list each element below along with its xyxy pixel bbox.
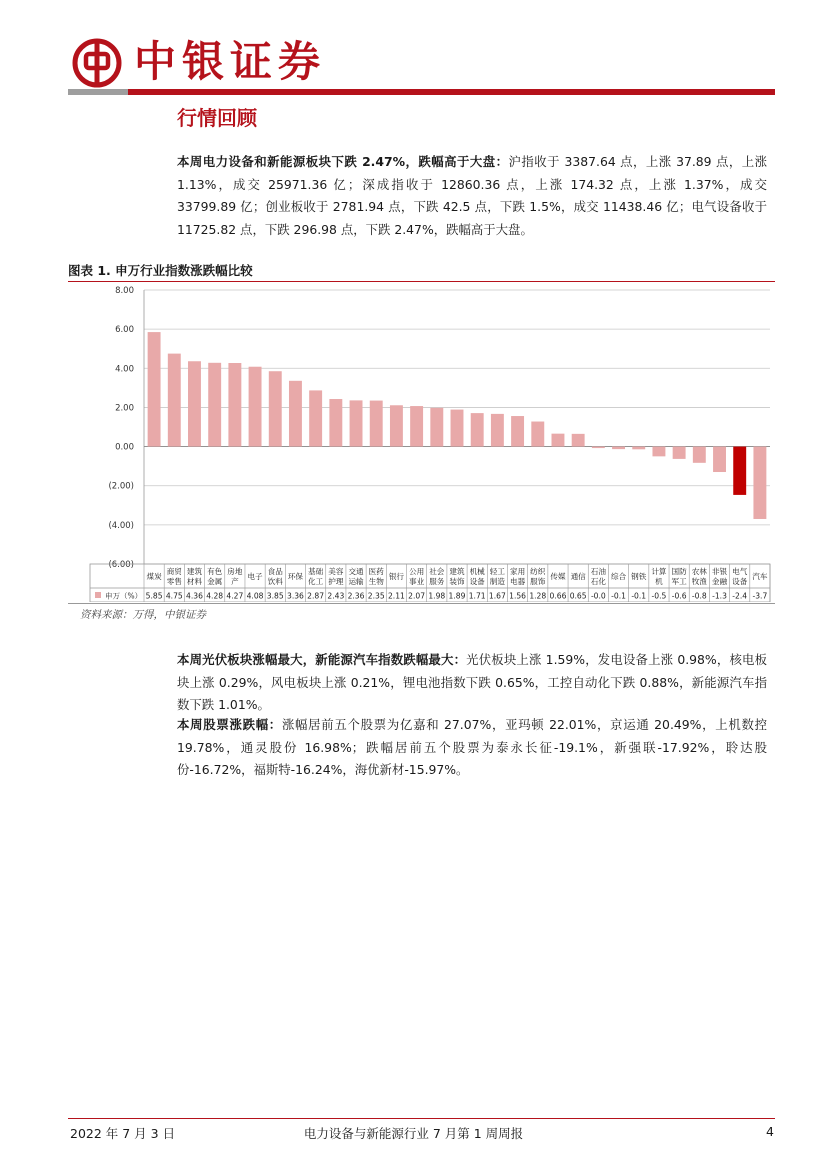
x-category-label: 社会服务: [429, 567, 445, 586]
data-value-label: 4.36: [186, 591, 203, 601]
paragraph-body: 光伏板块上涨 1.59%，发电设备上涨 0.98%，核电板块上涨 0.29%，风电板块上涨 0.21%，锂电池指数下跌 0.65%，工控自动化下跌 0.88%，新能源汽车指数下跌 1.01%。: [177, 652, 767, 712]
bar: [289, 381, 302, 447]
bank-of-china-logo-icon: [72, 38, 122, 88]
footer-rule: [68, 1118, 775, 1119]
page-number: 4: [766, 1124, 774, 1139]
x-category-label: 农林牧渔: [691, 567, 707, 586]
data-value-label: 4.75: [165, 591, 183, 601]
y-tick-label: 8.00: [115, 286, 134, 296]
data-value-label: 1.71: [468, 591, 486, 601]
data-value-label: 5.85: [145, 591, 163, 601]
x-category-label: 非银金融: [711, 567, 728, 586]
data-value-label: -0.1: [631, 591, 647, 601]
y-tick-label: 6.00: [115, 325, 134, 336]
x-category-label: 轻工制造: [489, 567, 505, 586]
x-category-label: 基础化工: [308, 567, 324, 586]
paragraph-lead: 本周电力设备和新能源板块下跌 2.47%，跌幅高于大盘：: [177, 154, 509, 169]
data-value-label: 2.07: [408, 591, 426, 601]
y-tick-label: 2.00: [115, 403, 134, 414]
x-category-label: 有色金属: [207, 567, 223, 586]
y-tick-label: 4.00: [115, 364, 134, 375]
bar: [228, 363, 241, 447]
data-value-label: 2.36: [347, 591, 365, 601]
data-value-label: 2.35: [367, 591, 385, 601]
bar: [632, 447, 645, 450]
data-value-label: 4.08: [246, 591, 264, 601]
bar: [471, 413, 484, 446]
data-value-label: -1.3: [712, 591, 727, 601]
brand-name: 中银证券: [134, 37, 327, 86]
bar: [269, 371, 282, 446]
data-value-label: 2.11: [387, 591, 405, 601]
bar: [350, 400, 363, 446]
x-category-label: 公用事业: [409, 567, 425, 586]
bar: [390, 405, 403, 446]
bar: [249, 367, 262, 447]
header-rule-accent: [68, 89, 128, 95]
y-tick-label: (2.00): [108, 481, 134, 492]
bar: [208, 363, 221, 447]
y-tick-label: (4.00): [108, 520, 134, 531]
data-value-label: -3.7: [752, 591, 768, 601]
data-value-label: 1.89: [448, 591, 466, 601]
data-value-label: 4.28: [206, 591, 224, 601]
x-category-label: 机械设备: [469, 567, 485, 586]
bar: [168, 354, 181, 447]
x-category-label: 电气设备: [732, 567, 748, 586]
x-category-label: 交通运输: [348, 567, 364, 586]
figure-source: 资料来源：万得，中银证券: [80, 609, 206, 621]
bar: [592, 447, 605, 449]
paragraph-stock-movers: [177, 714, 767, 782]
x-category-label: 通信: [570, 572, 586, 581]
source-rule: [68, 603, 775, 604]
x-category-label: 国防军工: [671, 567, 687, 586]
header-rule: [68, 89, 775, 95]
data-value-label: 1.28: [529, 591, 547, 601]
x-category-label: 计算机: [651, 567, 667, 586]
figure-title: 图表 1. 申万行业指数涨跌幅比较: [68, 263, 253, 278]
paragraph-sector-performance: [177, 649, 767, 717]
data-value-label: -0.1: [611, 591, 626, 601]
bar: [612, 447, 625, 450]
data-value-label: 2.43: [327, 591, 345, 601]
data-value-label: 4.27: [226, 591, 244, 601]
bar: [531, 422, 544, 447]
x-category-label: 石油石化: [590, 567, 606, 586]
data-value-label: 1.98: [428, 591, 446, 601]
bar: [572, 434, 585, 447]
data-value-label: 0.65: [569, 591, 587, 601]
bar: [451, 410, 464, 447]
data-value-label: 3.36: [286, 591, 304, 601]
x-category-label: 煤炭: [146, 572, 162, 581]
legend-swatch: [95, 592, 101, 598]
x-category-label: 房地产: [227, 567, 243, 586]
bar: [733, 447, 746, 495]
x-category-label: 银行: [388, 572, 405, 581]
x-category-label: 食品饮料: [267, 567, 283, 586]
paragraph-market-summary: [177, 151, 767, 241]
x-category-label: 传媒: [550, 572, 566, 581]
data-value-label: 1.56: [509, 591, 527, 601]
x-category-label: 家用电器: [509, 567, 526, 586]
bar: [148, 332, 161, 446]
bar: [430, 408, 443, 447]
bar: [309, 390, 322, 446]
y-tick-label: (6.00): [108, 560, 134, 570]
bar: [188, 361, 201, 446]
bar: [511, 416, 524, 447]
bar: [329, 399, 342, 447]
x-category-label: 纺织服饰: [530, 567, 546, 586]
x-category-label: 医药生物: [368, 567, 384, 586]
data-value-label: -0.0: [590, 591, 606, 601]
data-value-label: 0.66: [549, 591, 567, 601]
x-category-label: 商贸零售: [166, 567, 182, 586]
data-value-label: 1.67: [488, 591, 506, 601]
x-category-label: 综合: [610, 572, 627, 581]
x-category-label: 美容护理: [328, 567, 344, 586]
bar: [713, 447, 726, 472]
chart-bars: [148, 332, 767, 519]
bar: [370, 401, 383, 447]
bar: [491, 414, 504, 447]
bar: [410, 406, 423, 447]
data-value-label: -0.6: [671, 591, 687, 601]
chart-y-ticks: [108, 286, 134, 570]
bar: [753, 447, 766, 519]
x-category-label: 汽车: [752, 572, 768, 581]
paragraph-lead: 本周光伏板块涨幅最大，新能源汽车指数跌幅最大：: [177, 652, 467, 667]
x-category-label: 建筑材料: [186, 567, 203, 586]
bar: [652, 447, 665, 457]
paragraph-lead: 本周股票涨跌幅：: [177, 717, 282, 732]
x-category-label: 钢铁: [631, 572, 647, 581]
bar: [552, 434, 565, 447]
legend-label: 申万（%）: [105, 591, 143, 601]
chart-data-table: [90, 564, 770, 602]
x-category-label: 电子: [247, 572, 263, 581]
x-category-label: 环保: [287, 572, 304, 581]
data-value-label: 2.87: [307, 591, 325, 601]
section-title: 行情回顾: [177, 106, 257, 130]
bar: [693, 447, 706, 463]
x-category-label: 建筑装饰: [449, 567, 465, 586]
data-value-label: -0.8: [691, 591, 707, 601]
footer-report-title: 电力设备与新能源行业 7 月第 1 周周报: [303, 1126, 524, 1141]
y-tick-label: 0.00: [115, 442, 134, 453]
data-value-label: -2.4: [732, 591, 748, 601]
footer-date: 2022 年 7 月 3 日: [70, 1126, 176, 1141]
industry-index-bar-chart: [68, 282, 775, 602]
data-value-label: 3.85: [266, 591, 284, 601]
paragraph-body: 涨幅居前五个股票为亿嘉和 27.07%，亚玛顿 22.01%，京运通 20.49%，上机数控 19.78%，通灵股份 16.98%；跌幅居前五个股票为泰永长征-19.1%，新强联-17.92%，聆达股份-16.72%，福斯特-16.24%，海优新材-15.97%。: [177, 717, 768, 777]
paragraph-body: 沪指收于 3387.64 点，上涨 37.89 点，上涨 1.13%，成交 25971.36 亿；深成指收于 12860.36 点，上涨 174.32 点，上涨 1.37%，成交 33799.89 亿；创业板收于 2781.94 点，下跌 42.5 点，下跌 1.5%，成交 11438.46 亿；电气设备收于 11725.82 点，下跌 296.98 点，下跌 2.47%，跌幅高于大盘。: [177, 154, 767, 237]
bar: [673, 447, 686, 459]
data-value-label: -0.5: [651, 591, 667, 601]
